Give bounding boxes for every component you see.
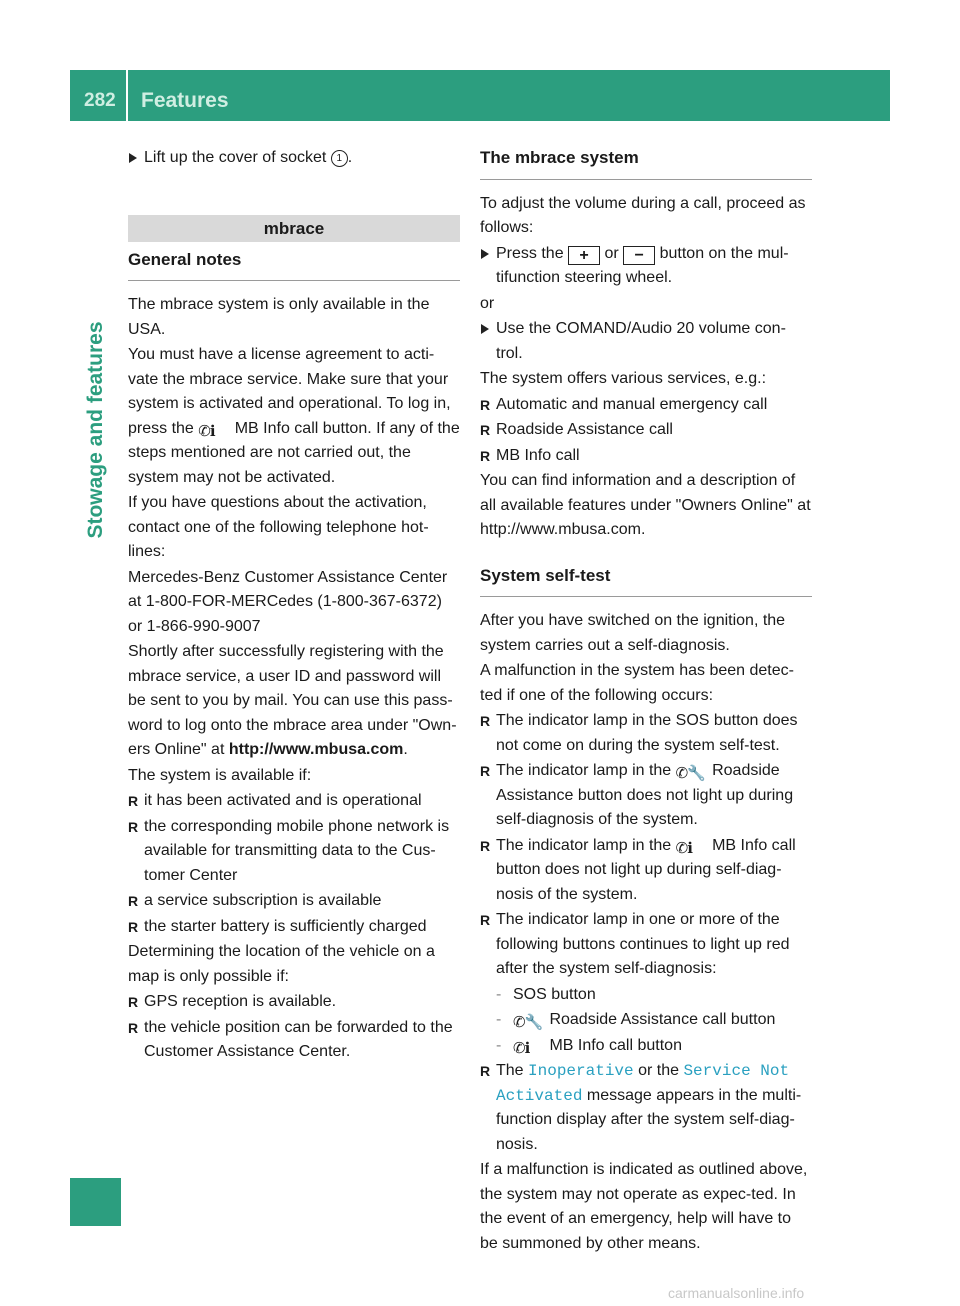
step-volume-control: Use the COMAND/Audio 20 volume con-trol. bbox=[480, 317, 812, 366]
socket-number-badge: 1 bbox=[331, 150, 348, 167]
list-item: R Automatic and manual emergency call bbox=[480, 395, 768, 413]
dash-item: - ✆🔧 Roadside Assistance call button bbox=[496, 1011, 776, 1031]
general-notes-heading: General notes bbox=[128, 248, 460, 282]
para-license: You must have a license agreement to acti-vate the mbrace service. Make sure that your system is activated and operational. To log in, press the ✆ℹ MB Info call button. If any of the steps mentioned are not carried out, the system may not be activated. bbox=[128, 346, 460, 486]
para-emergency: If a malfunction is indicated as outlined above, the system may not operate as expec-ted. In the event of an emergency, help will have to be summoned by other means. bbox=[480, 1161, 808, 1252]
step-press-button: Press the + or − button on the mul-tifunction steering wheel. bbox=[480, 242, 812, 291]
para-owners-online: You can find information and a description of all available features under "Owners Online" at http://www.mbusa.com. bbox=[480, 472, 811, 538]
chapter-side-tab bbox=[70, 1178, 121, 1226]
roadside-call-icon: ✆🔧 bbox=[675, 765, 705, 782]
para-availability: The mbrace system is only available in the USA. bbox=[128, 296, 430, 338]
list-item: R The indicator lamp in the ✆ℹ MB Info call button does not light up during self-diag-nosis of the system. bbox=[480, 836, 796, 903]
minus-button-icon: − bbox=[623, 246, 655, 265]
list-item: R Roadside Assistance call bbox=[480, 421, 673, 438]
list-item: R The Inoperative or the Service Not Activated message appears in the multi-function display after the system self-diag-nosis. bbox=[480, 1062, 802, 1153]
para-malfunction: A malfunction in the system has been detec-ted if one of the following occurs: bbox=[480, 662, 794, 704]
para-questions: If you have questions about the activation, contact one of the following telephone hot-lines: bbox=[128, 494, 429, 560]
self-test-heading: System self-test bbox=[480, 564, 812, 598]
list-item: R a service subscription is available bbox=[128, 892, 382, 909]
watermark: carmanualsonline.info bbox=[668, 1285, 805, 1301]
or-text: or bbox=[480, 294, 495, 312]
para-hotline: Mercedes-Benz Customer Assistance Center at 1-800-FOR-MERCedes (1-800-367-6372) or 1-866-990-9007 bbox=[128, 568, 448, 635]
list-item: R The indicator lamp in one or more of the following buttons continues to light up red after the system self-diagnosis: bbox=[480, 911, 790, 977]
info-call-icon: ✆ℹ bbox=[675, 839, 692, 857]
para-services: The system offers various services, e.g.: bbox=[480, 370, 767, 387]
para-location: Determining the location of the vehicle on a map is only possible if: bbox=[128, 943, 435, 985]
dash-item: - ✆ℹ MB Info call button bbox=[496, 1036, 682, 1057]
right-column bbox=[480, 146, 812, 1257]
left-column bbox=[128, 146, 460, 1066]
page-title: Features bbox=[141, 89, 229, 112]
roadside-call-icon: ✆🔧 bbox=[513, 1014, 543, 1031]
mbrace-section-bar: mbrace bbox=[128, 215, 460, 242]
step-lift-cover: Lift up the cover of socket 1 . bbox=[128, 146, 460, 171]
mbrace-system-heading: The mbrace system bbox=[480, 146, 812, 180]
list-item: R it has been activated and is operational bbox=[128, 792, 422, 809]
list-item: R GPS reception is available. bbox=[128, 993, 337, 1010]
list-item: R MB Info call bbox=[480, 446, 580, 464]
para-registration: Shortly after successfully registering with the mbrace service, a user ID and password will be sent to you by mail. You can use this pass-word to log onto the mbrace area under "Own-ers Online" at http://www.mbusa.com. bbox=[128, 643, 457, 758]
chapter-side-label: Stowage and features bbox=[83, 321, 107, 539]
list-item: R The indicator lamp in the ✆🔧 Roadside Assistance button does not light up during self-diagnosis of the system. bbox=[480, 762, 794, 828]
list-item: R the vehicle position can be forwarded to the Customer Assistance Center. bbox=[128, 1018, 453, 1060]
para-self-diagnosis: After you have switched on the ignition, the system carries out a self-diagnosis. bbox=[480, 612, 786, 654]
para-available-if: The system is available if: bbox=[128, 766, 312, 784]
dash-item: - SOS button bbox=[496, 985, 596, 1003]
info-call-icon: ✆ℹ bbox=[513, 1039, 530, 1057]
inoperative-display-text: Inoperative bbox=[528, 1062, 634, 1080]
list-item: R the starter battery is sufficiently charged bbox=[128, 917, 427, 935]
plus-button-icon: + bbox=[568, 246, 600, 265]
para-adjust-volume: To adjust the volume during a call, proceed as follows: bbox=[480, 194, 806, 236]
service-not-activated-display-text: Service Not Activated bbox=[496, 1062, 790, 1105]
list-item: R The indicator lamp in the SOS button does not come on during the system self-test. bbox=[480, 712, 798, 754]
info-call-icon: ✆ℹ bbox=[198, 422, 215, 440]
mbusa-link[interactable]: http://www.mbusa.com bbox=[228, 741, 404, 758]
header-divider bbox=[126, 70, 128, 121]
list-item: R the corresponding mobile phone network is available for transmitting data to the Cus-tomer Center bbox=[128, 817, 450, 884]
page-number: 282 bbox=[84, 90, 116, 111]
